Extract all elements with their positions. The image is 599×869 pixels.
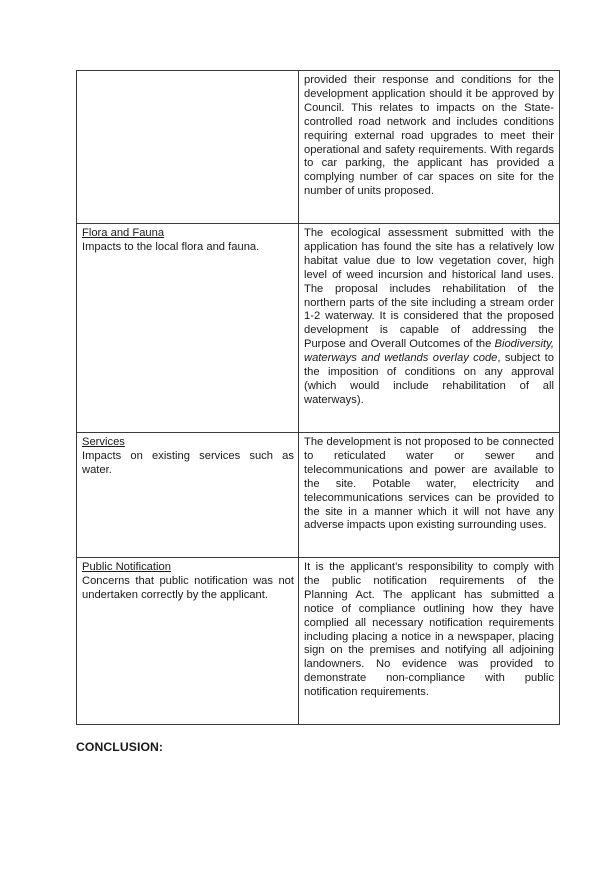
topic-title: Services	[82, 436, 125, 448]
assessment-cell	[299, 433, 560, 558]
conclusion-heading: CONCLUSION:	[76, 740, 164, 754]
table-row	[77, 224, 560, 433]
assessment-text-part: provided their response and conditions for the development application should it be approved by Council. This relates to impacts on the State-controlled road network and includes conditions requiring external road upgrades to meet their operational and safety requirements. With regards to car parking, the applicant has provided a complying number of car spaces on site for the number of units proposed.	[304, 74, 554, 198]
assessment-cell	[299, 224, 560, 433]
submissions-table	[76, 70, 560, 725]
assessment-cell	[299, 558, 560, 725]
assessment-text-part: The ecological assessment submitted with the application has found the site has a relatively low habitat value due to low vegetation cover, high level of weed incursion and historical land uses. The proposal includes rehabilitation of the northern parts of the site including a stream order 1-2 waterway. It is considered that the proposed development is capable of addressing the Purpose and Overall Outcomes of the	[304, 227, 554, 351]
assessment-text	[304, 227, 554, 408]
topic-cell	[77, 224, 299, 433]
topic-issue: Impacts on existing services such as water.	[82, 449, 294, 476]
topic-title: Flora and Fauna	[82, 227, 165, 239]
code-name-italic: Biodiversity, waterways and wetlands overlay code	[304, 338, 554, 365]
topic-cell	[77, 433, 299, 558]
table-row	[77, 558, 560, 725]
table-row	[77, 71, 560, 224]
assessment-text-part: The development is not proposed to be connected to reticulated water or sewer and telecommunications and power are available to the site. Potable water, electricity and telecommunications services can be provided to the site in a manner which it will not have any adverse impacts upon existing surrounding uses.	[304, 436, 554, 532]
assessment-text-part: , subject to the imposition of conditions on any approval (which would include rehabilitation of all waterways).	[304, 352, 554, 406]
topic-issue: Concerns that public notification was not undertaken correctly by the applicant.	[82, 574, 294, 601]
table-row	[77, 433, 560, 558]
topic-cell	[77, 71, 299, 224]
topic-title: Public Notification	[82, 561, 171, 573]
assessment-text-part: It is the applicant’s responsibility to comply with the public notification requirements of the Planning Act. The applicant has submitted a notice of compliance outlining how they have complied all necessary notification requirements including placing a notice in a newspaper, placing sign on the premises and notifying all adjoining landowners. No evidence was provided to demonstrate non-compliance with public notification requirements.	[304, 561, 554, 699]
assessment-text	[304, 436, 554, 533]
assessment-text	[304, 561, 554, 700]
topic-cell	[77, 558, 299, 725]
assessment-text	[304, 74, 554, 199]
assessment-cell	[299, 71, 560, 224]
topic-issue: Impacts to the local flora and fauna.	[82, 240, 260, 253]
